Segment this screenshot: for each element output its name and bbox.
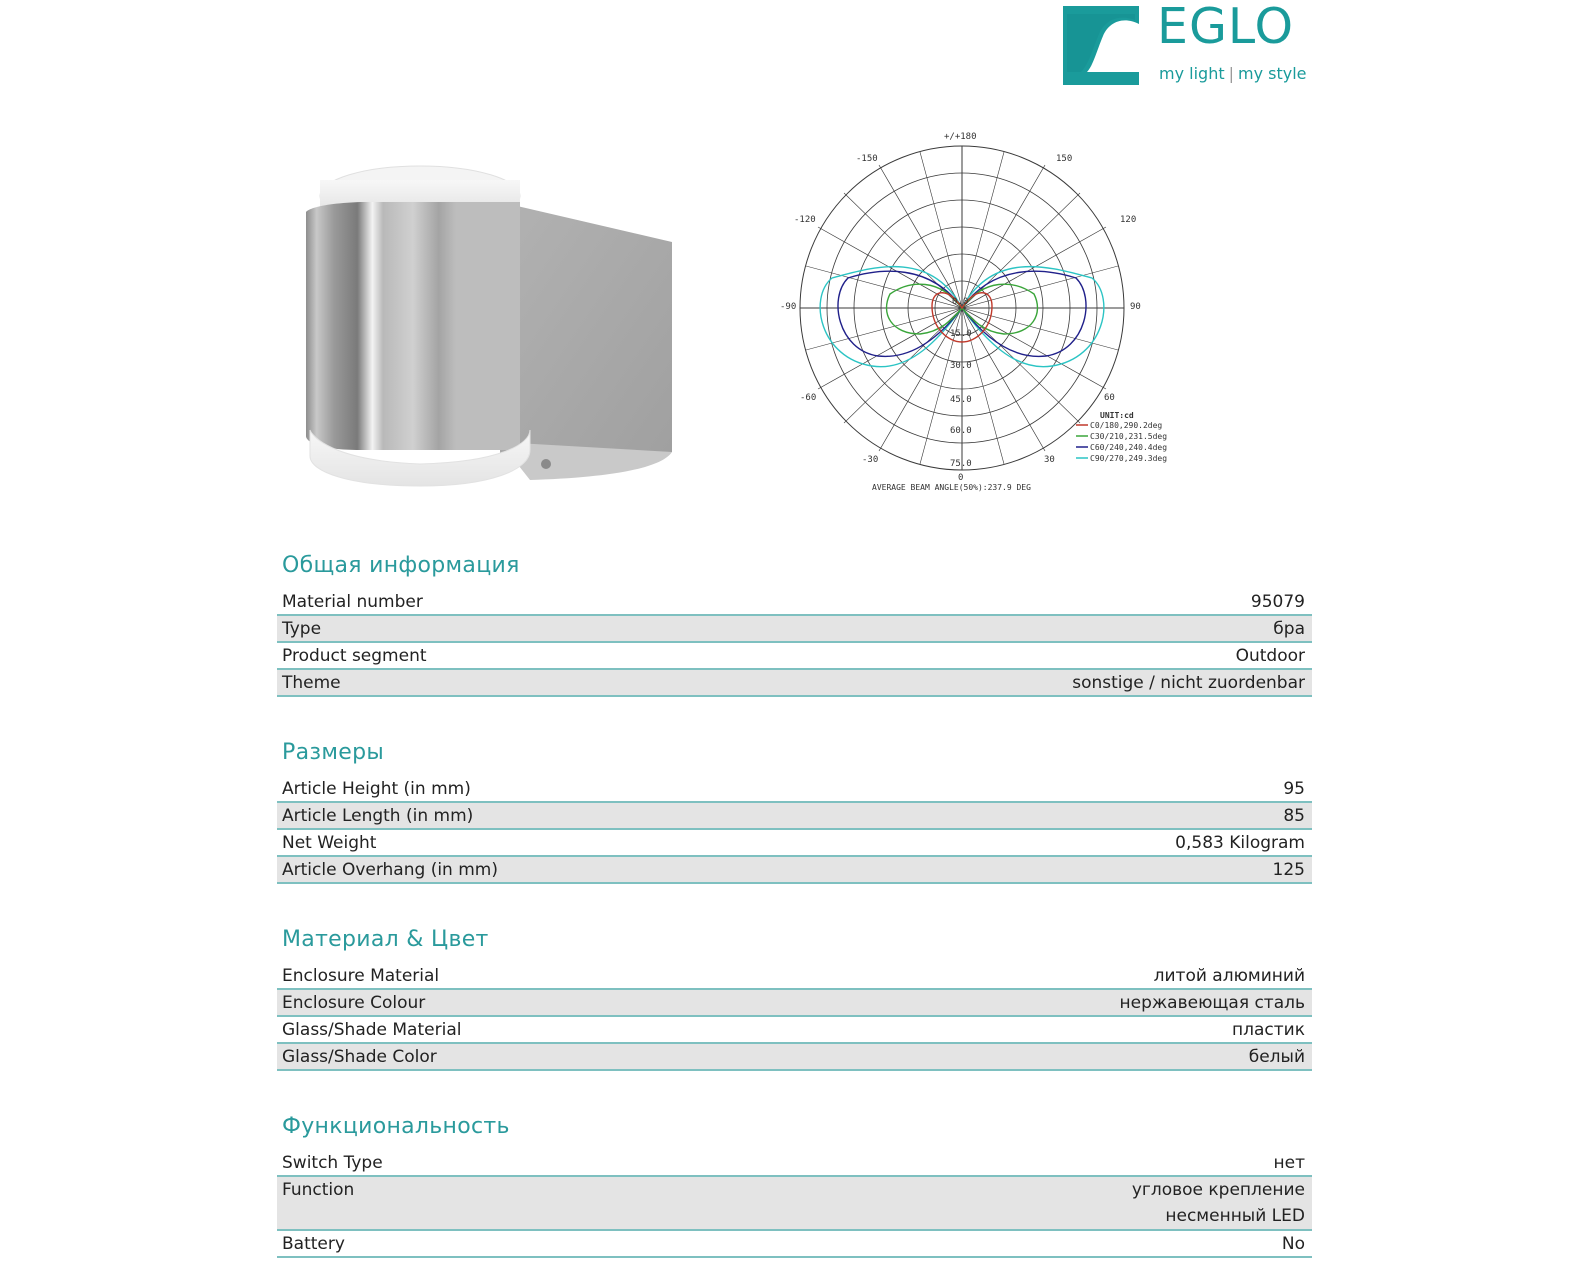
section-general-info (277, 549, 1312, 697)
spec-row (277, 857, 1312, 884)
brand-name: EGLO (1157, 0, 1295, 55)
diagram-caption: AVERAGE BEAM ANGLE(50%):237.9 DEG (872, 483, 1031, 492)
spec-row (277, 589, 1312, 616)
spec-row (277, 670, 1312, 697)
spec-row (277, 803, 1312, 830)
spec-value: нет (1273, 1153, 1305, 1173)
radial-label: 30.0 (950, 361, 972, 371)
spec-value: Outdoor (1235, 646, 1305, 666)
angle-label: -150 (856, 154, 878, 164)
radial-label: 15.0 (950, 329, 972, 339)
angle-label: 90 (1130, 302, 1141, 312)
spec-row (277, 1231, 1312, 1258)
angle-label: 150 (1056, 154, 1073, 164)
angle-label: -60 (800, 393, 817, 403)
spec-key: Switch Type (282, 1153, 383, 1173)
spec-row (277, 963, 1312, 990)
section-title: Материал & Цвет (282, 927, 489, 952)
spec-key: Battery (282, 1234, 345, 1254)
spec-key: Net Weight (282, 833, 377, 853)
legend-entry: C90/270,249.3deg (1090, 454, 1168, 463)
spec-key: Enclosure Material (282, 966, 440, 986)
spec-key: Article Overhang (in mm) (282, 860, 498, 880)
section-material-color (277, 923, 1312, 1071)
tagline-right: my style (1238, 64, 1307, 83)
spec-key: Enclosure Colour (282, 993, 426, 1013)
angle-label: 60 (1104, 393, 1115, 403)
spec-value (1132, 1177, 1305, 1229)
diagram-legend (1076, 411, 1167, 463)
legend-entry: C60/240,240.4deg (1090, 443, 1168, 452)
spec-key: Product segment (282, 646, 427, 666)
spec-row (277, 643, 1312, 670)
angle-label: -120 (794, 215, 816, 225)
spec-row (277, 830, 1312, 857)
spec-key: Article Height (in mm) (282, 779, 471, 799)
legend-title: UNIT:cd (1100, 411, 1134, 420)
tagline-left: my light (1159, 64, 1225, 83)
spec-row (277, 616, 1312, 643)
angle-label: -30 (862, 455, 879, 465)
spec-row (277, 990, 1312, 1017)
light-distribution-diagram (780, 128, 1200, 506)
brand-tagline (1159, 64, 1307, 83)
angle-label: 120 (1120, 215, 1137, 225)
section-title: Функциональность (282, 1114, 510, 1139)
spec-value: sonstige / nicht zuordenbar (1072, 673, 1305, 693)
spec-key: Material number (282, 592, 423, 612)
eglo-logo (1063, 0, 1313, 88)
spec-value: нержавеющая сталь (1119, 993, 1305, 1013)
section-functionality (277, 1110, 1312, 1258)
angle-label: 0 (958, 473, 964, 483)
spec-row (277, 1150, 1312, 1177)
spec-value: 0,583 Kilogram (1175, 833, 1305, 853)
angle-label: -90 (780, 302, 797, 312)
radial-label: 60.0 (950, 426, 972, 436)
eglo-logo-mark-icon (1063, 6, 1139, 85)
spec-value: 85 (1283, 806, 1305, 826)
spec-row (277, 1017, 1312, 1044)
spec-key: Article Length (in mm) (282, 806, 474, 826)
legend-entry: C0/180,290.2deg (1090, 421, 1163, 430)
angle-label: 30 (1044, 455, 1055, 465)
spec-value-line: несменный LED (1165, 1206, 1305, 1226)
product-image (300, 160, 690, 505)
spec-value: 125 (1272, 860, 1305, 880)
spec-key: Function (282, 1180, 355, 1200)
spec-row (277, 776, 1312, 803)
spec-key: Glass/Shade Material (282, 1020, 462, 1040)
radial-label: 75.0 (950, 459, 972, 469)
spec-key: Theme (282, 673, 341, 693)
section-title: Общая информация (282, 553, 520, 578)
section-dimensions (277, 736, 1312, 884)
tagline-separator: | (1228, 64, 1234, 83)
spec-value: белый (1248, 1047, 1305, 1067)
spec-value: 95 (1283, 779, 1305, 799)
spec-value: литой алюминий (1153, 966, 1305, 986)
radial-label: 45.0 (950, 395, 972, 405)
spec-row (277, 1177, 1312, 1231)
radial-label: 0.0 (952, 297, 969, 307)
spec-value: No (1281, 1234, 1305, 1254)
legend-entry: C30/210,231.5deg (1090, 432, 1168, 441)
spec-value: бра (1273, 619, 1305, 639)
spec-key: Type (282, 619, 322, 639)
spec-value: пластик (1232, 1020, 1305, 1040)
spec-value-line: угловое крепление (1131, 1180, 1305, 1200)
spec-key: Glass/Shade Color (282, 1047, 437, 1067)
angle-label: +/+180 (944, 132, 977, 142)
spec-row (277, 1044, 1312, 1071)
section-title: Размеры (282, 740, 385, 765)
spec-value: 95079 (1250, 592, 1305, 612)
